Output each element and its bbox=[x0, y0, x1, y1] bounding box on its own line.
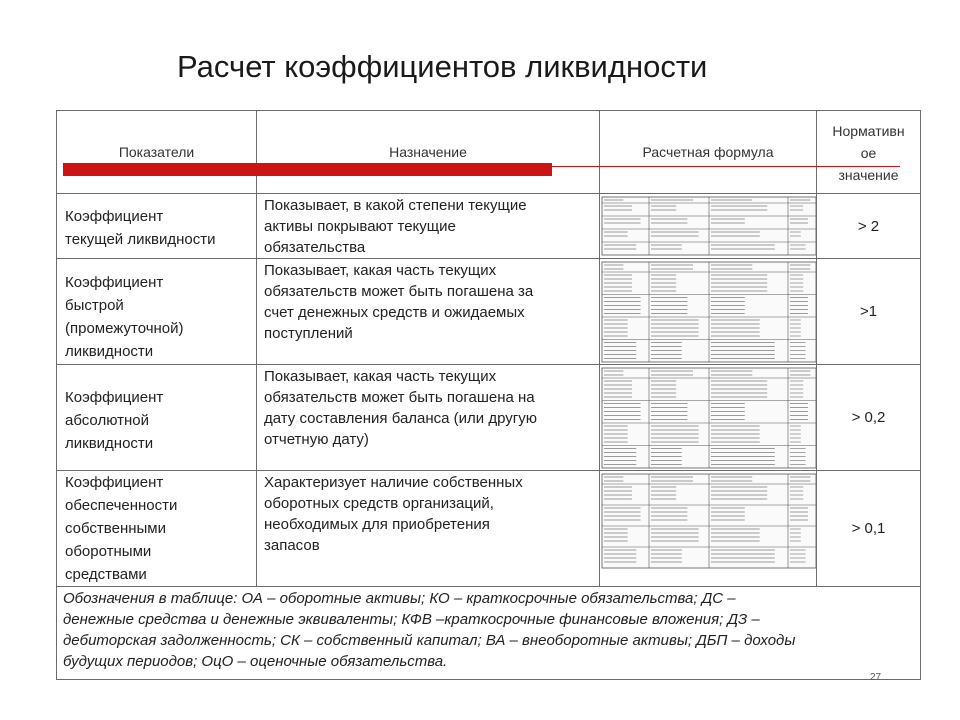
page-number: 27 bbox=[870, 672, 882, 683]
norm-value-cell: > 2 bbox=[817, 194, 921, 259]
ratio-name-line: собственными bbox=[65, 520, 166, 537]
header-accent-bar bbox=[63, 163, 552, 176]
formula-table-thumbnail bbox=[601, 261, 817, 363]
ratio-purpose-line: Характеризует наличие собственных bbox=[264, 474, 523, 491]
ratio-name-line: обеспеченности bbox=[65, 497, 178, 514]
ratio-name-line: текущей ликвидности bbox=[65, 231, 216, 248]
col-header-norm-line: значение bbox=[838, 167, 899, 183]
ratio-purpose-line: Показывает, какая часть текущих bbox=[264, 368, 497, 385]
ratio-purpose-line: активы покрывают текущие bbox=[264, 218, 456, 235]
ratio-name-line: Коэффициент bbox=[65, 474, 164, 491]
col-header-indicators: Показатели bbox=[57, 111, 257, 194]
table-notes-row bbox=[57, 587, 921, 680]
ratio-purpose-line: отчетную дату) bbox=[264, 431, 369, 448]
ratio-name-line: оборотными bbox=[65, 543, 152, 560]
col-header-purpose: Назначение bbox=[257, 111, 600, 194]
ratio-name-line: Коэффициент bbox=[65, 389, 164, 406]
ratio-name-line: Коэффициент bbox=[65, 274, 164, 291]
ratio-name-line: средствами bbox=[65, 566, 147, 583]
notes-line: денежные средства и денежные эквиваленты; КФВ –краткосрочные финансовые вложения; ДЗ – bbox=[63, 611, 760, 628]
table-row bbox=[57, 194, 921, 259]
ratio-name-line: ликвидности bbox=[65, 435, 154, 452]
ratio-purpose-line: обязательств может быть погашена на bbox=[264, 389, 535, 406]
ratio-purpose-cell bbox=[257, 471, 600, 587]
formula-table-thumbnail bbox=[601, 196, 817, 256]
formula-table-thumbnail bbox=[601, 367, 817, 469]
notes-line: будущих периодов; ОцО – оценочные обязательства. bbox=[63, 653, 448, 670]
table-row bbox=[57, 365, 921, 471]
col-header-norm-line: ое bbox=[860, 145, 877, 161]
ratio-name-line: абсолютной bbox=[65, 412, 149, 429]
ratio-name-line: Коэффициент bbox=[65, 208, 164, 225]
table-row bbox=[57, 259, 921, 365]
col-header-norm bbox=[817, 111, 921, 194]
ratio-purpose-line: Показывает, в какой степени текущие bbox=[264, 197, 527, 214]
ratio-purpose-line: поступлений bbox=[264, 325, 353, 342]
ratio-purpose-cell bbox=[257, 194, 600, 259]
ratio-name-cell bbox=[57, 365, 257, 471]
ratio-name-cell bbox=[57, 471, 257, 587]
ratio-purpose-line: обязательств может быть погашена за bbox=[264, 283, 534, 300]
ratio-purpose-line: дату составления баланса (или другую bbox=[264, 410, 537, 427]
ratio-purpose-line: Показывает, какая часть текущих bbox=[264, 262, 497, 279]
notes-line: дебиторская задолженность; СК – собственный капитал; ВА – внеоборотные активы; ДБП – доходы bbox=[63, 632, 796, 649]
ratio-name-cell bbox=[57, 194, 257, 259]
ratio-purpose-cell bbox=[257, 259, 600, 365]
ratio-name-line: быстрой bbox=[65, 297, 124, 314]
ratio-purpose-cell bbox=[257, 365, 600, 471]
liquidity-ratios-table bbox=[56, 110, 921, 680]
ratio-purpose-line: запасов bbox=[264, 537, 320, 554]
col-header-norm-line: Нормативн bbox=[832, 123, 905, 139]
ratio-purpose-line: оборотных средств организаций, bbox=[264, 495, 494, 512]
formula-thumbnail-cell bbox=[600, 471, 817, 587]
formula-thumbnail-cell bbox=[600, 259, 817, 365]
col-header-formula: Расчетная формула bbox=[600, 111, 817, 194]
ratio-purpose-line: счет денежных средств и ожидаемых bbox=[264, 304, 525, 321]
table-header-row bbox=[57, 111, 921, 194]
ratio-purpose-line: обязательства bbox=[264, 239, 366, 256]
ratio-purpose-line: необходимых для приобретения bbox=[264, 516, 490, 533]
norm-value-cell: > 0,1 bbox=[817, 471, 921, 587]
formula-table-thumbnail bbox=[601, 473, 817, 569]
ratio-name-line: (промежуточной) bbox=[65, 320, 184, 337]
norm-value-cell: > 0,2 bbox=[817, 365, 921, 471]
notes-line: Обозначения в таблице: ОА – оборотные активы; КО – краткосрочные обязательства; ДС – bbox=[63, 590, 736, 607]
table-row bbox=[57, 471, 921, 587]
ratio-name-cell bbox=[57, 259, 257, 365]
ratio-name-line: ликвидности bbox=[65, 343, 154, 360]
norm-value-cell: >1 bbox=[817, 259, 921, 365]
table-notes bbox=[57, 587, 921, 680]
header-accent-line bbox=[552, 166, 900, 167]
slide-title: Расчет коэффициентов ликвидности bbox=[177, 49, 708, 84]
formula-thumbnail-cell bbox=[600, 365, 817, 471]
formula-thumbnail-cell bbox=[600, 194, 817, 259]
